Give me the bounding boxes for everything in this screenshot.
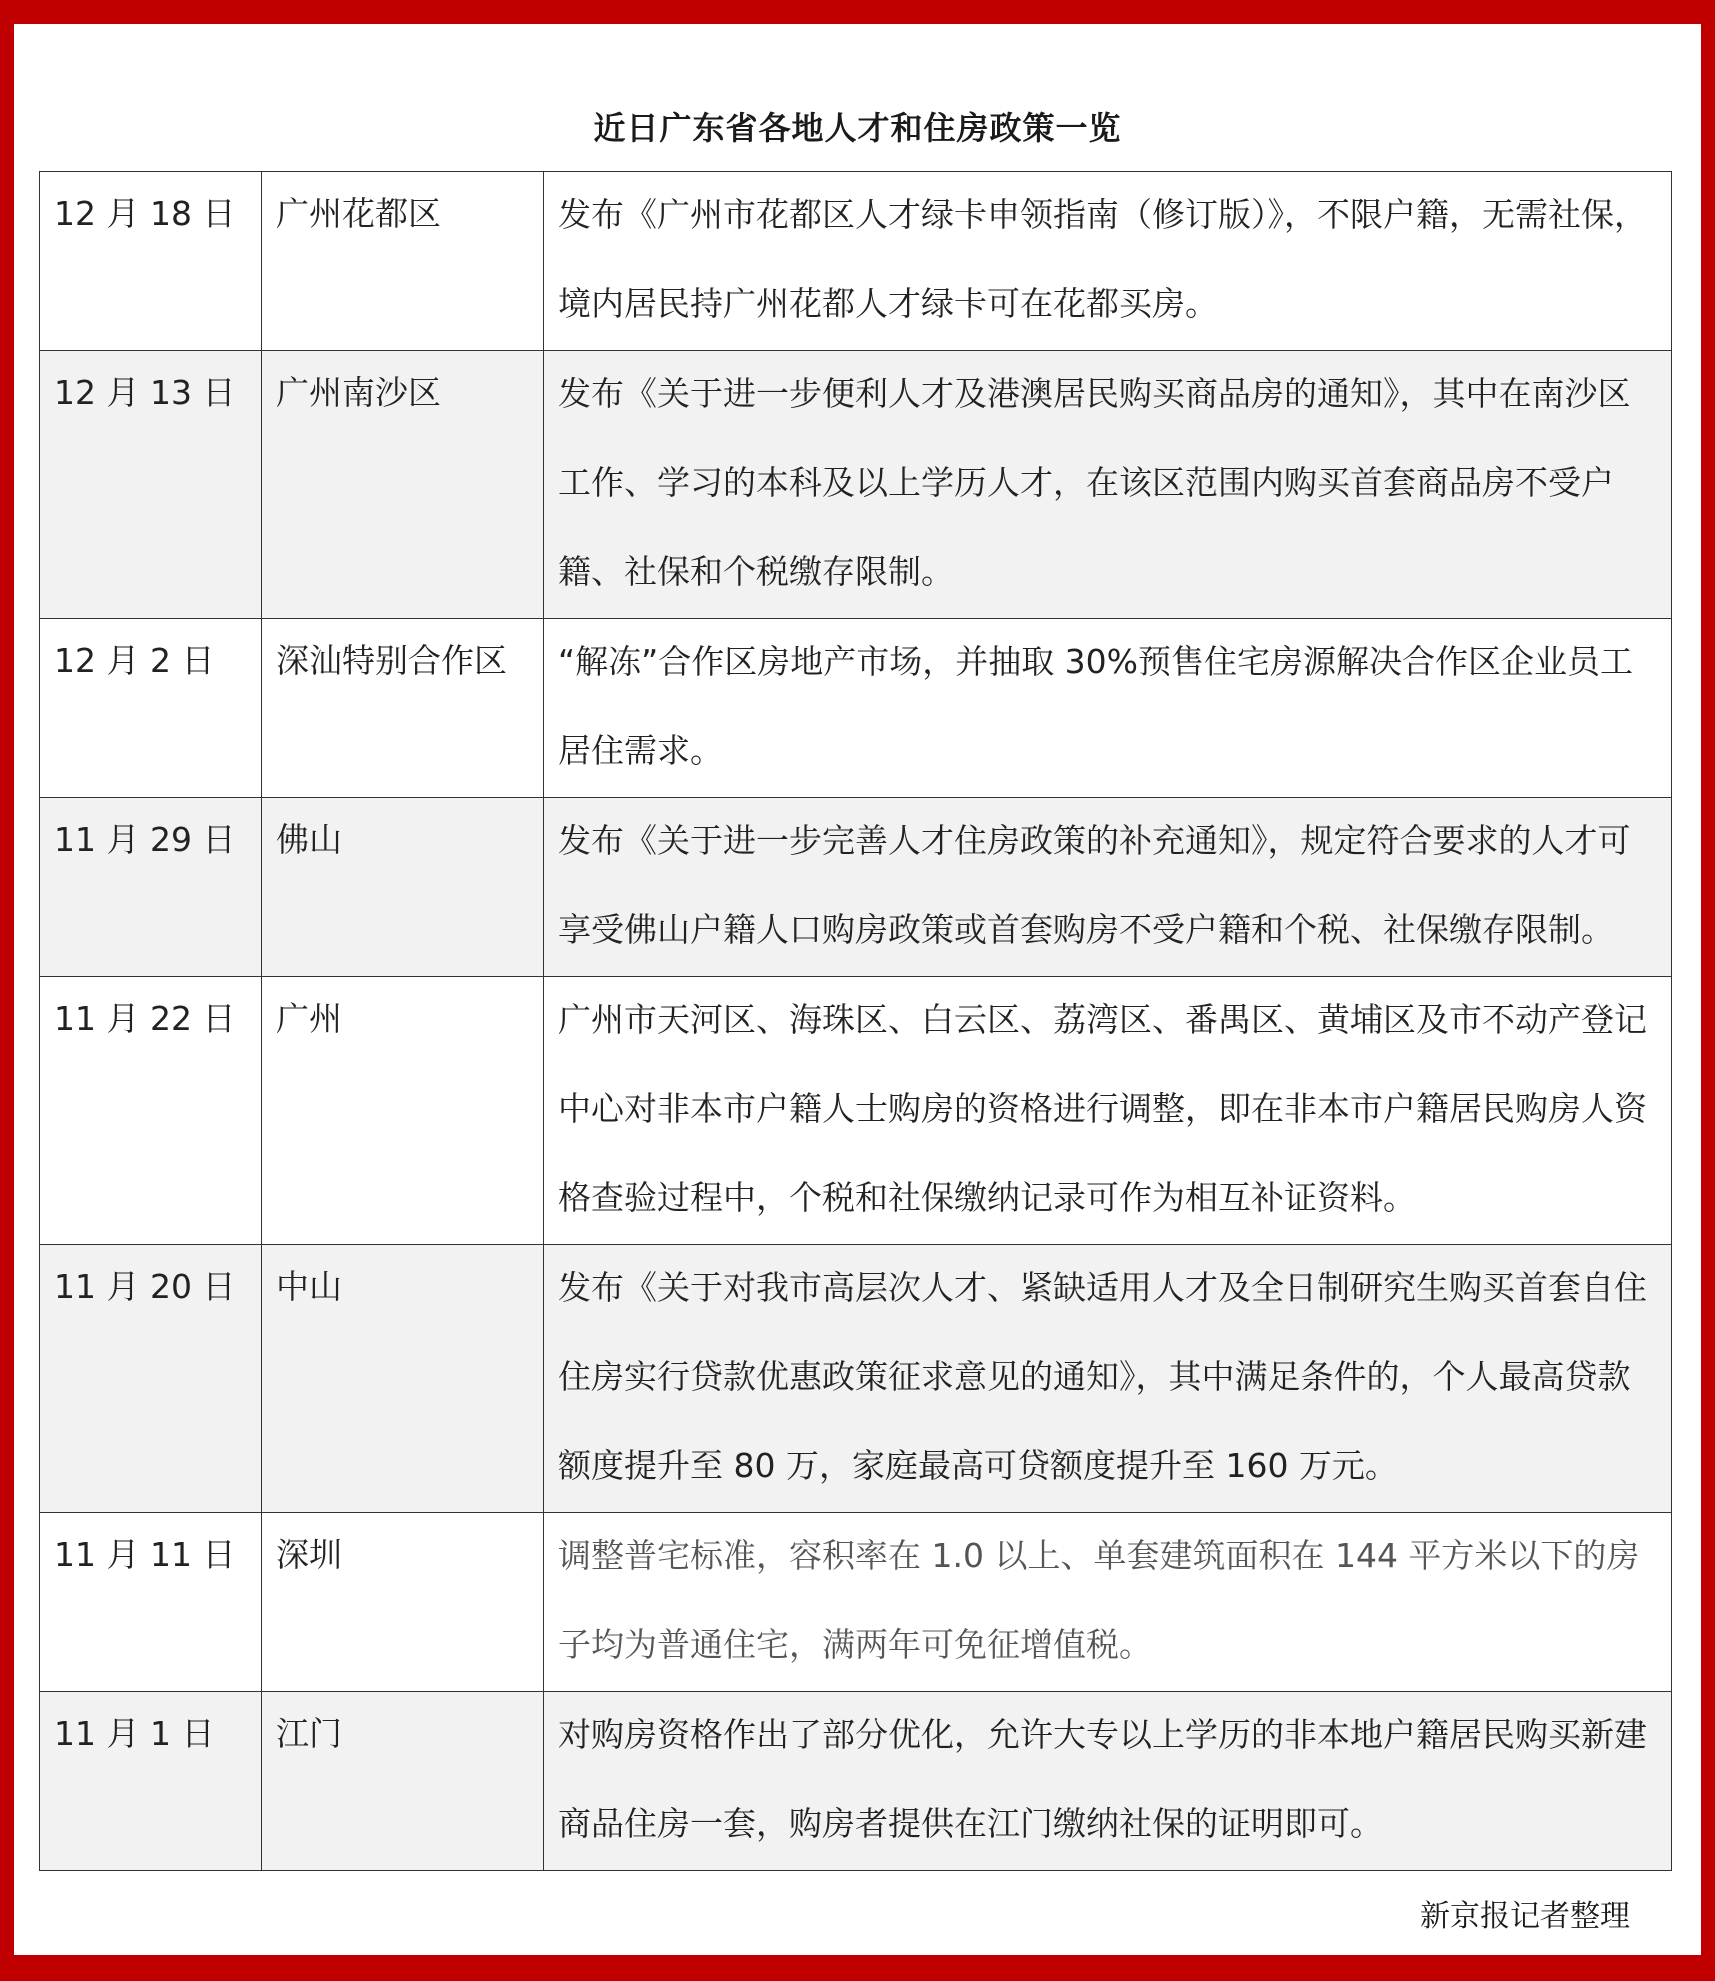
date-cell: [40, 798, 262, 977]
place-cell: [262, 351, 544, 619]
place-cell: [262, 977, 544, 1245]
place-text: 广州: [276, 999, 342, 1038]
desc-cell: [544, 1692, 1672, 1871]
date-cell: [40, 351, 262, 619]
desc-text: 发布《广州市花都区人才绿卡申领指南（修订版）》，不限户籍，无需社保，境内居民持广州花都人才绿卡可在花都买房。: [558, 195, 1647, 323]
place-text: 广州南沙区: [276, 373, 441, 412]
date-cell: [40, 1692, 262, 1871]
desc-cell: [544, 351, 1672, 619]
table-row: [40, 172, 1672, 351]
table-row: [40, 1513, 1672, 1692]
place-cell: [262, 798, 544, 977]
place-text: 佛山: [276, 820, 342, 859]
table-row: [40, 619, 1672, 798]
page-title: 近日广东省各地人才和住房政策一览: [593, 109, 1122, 147]
table-row: [40, 798, 1672, 977]
table-row: [40, 1245, 1672, 1513]
date-text: 12 月 13 日: [54, 373, 236, 412]
date-text: 11 月 22 日: [54, 999, 236, 1038]
desc-text: 广州市天河区、海珠区、白云区、荔湾区、番禺区、黄埔区及市不动产登记中心对非本市户籍人士购房的资格进行调整，即在非本市户籍居民购房人资格查验过程中，个税和社保缴纳记录可作为相互补证资料。: [558, 1000, 1647, 1217]
place-cell: [262, 172, 544, 351]
date-text: 12 月 18 日: [54, 194, 236, 233]
desc-cell: [544, 619, 1672, 798]
desc-cell: [544, 172, 1672, 351]
table-row: [40, 351, 1672, 619]
desc-cell: [544, 798, 1672, 977]
place-text: 深圳: [276, 1535, 342, 1574]
table-row: [40, 977, 1672, 1245]
desc-text: 发布《关于进一步完善人才住房政策的补充通知》，规定符合要求的人才可享受佛山户籍人口购房政策或首套购房不受户籍和个税、社保缴存限制。: [558, 821, 1631, 949]
date-text: 11 月 1 日: [54, 1714, 215, 1753]
place-text: 中山: [276, 1267, 342, 1306]
desc-text: 调整普宅标准，容积率在 1.0 以上、单套建筑面积在 144 平方米以下的房子均为普通住宅，满两年可免征增值税。: [558, 1536, 1640, 1664]
desc-text: 发布《关于对我市高层次人才、紧缺适用人才及全日制研究生购买首套自住住房实行贷款优惠政策征求意见的通知》，其中满足条件的，个人最高贷款额度提升至 80 万，家庭最高可贷额度提升至 160 万元。: [558, 1268, 1647, 1485]
policy-table: [39, 171, 1672, 1871]
desc-text: “解冻”合作区房地产市场，并抽取 30%预售住宅房源解决合作区企业员工居住需求。: [558, 642, 1634, 770]
place-text: 江门: [276, 1714, 342, 1753]
place-text: 广州花都区: [276, 194, 441, 233]
date-cell: [40, 619, 262, 798]
date-cell: [40, 172, 262, 351]
date-cell: [40, 1513, 262, 1692]
date-text: 11 月 11 日: [54, 1535, 236, 1574]
desc-cell: [544, 977, 1672, 1245]
date-text: 11 月 20 日: [54, 1267, 236, 1306]
place-cell: [262, 619, 544, 798]
desc-text: 发布《关于进一步便利人才及港澳居民购买商品房的通知》，其中在南沙区工作、学习的本科及以上学历人才，在该区范围内购买首套商品房不受户籍、社保和个税缴存限制。: [558, 374, 1631, 591]
source-credit: 新京报记者整理: [1420, 1899, 1630, 1934]
desc-text: 对购房资格作出了部分优化，允许大专以上学历的非本地户籍居民购买新建商品住房一套，购房者提供在江门缴纳社保的证明即可。: [558, 1715, 1647, 1843]
desc-cell: [544, 1245, 1672, 1513]
table-row: [40, 1692, 1672, 1871]
desc-cell: [544, 1513, 1672, 1692]
place-cell: [262, 1245, 544, 1513]
date-text: 12 月 2 日: [54, 641, 215, 680]
place-cell: [262, 1692, 544, 1871]
place-text: 深汕特别合作区: [276, 641, 507, 680]
date-cell: [40, 1245, 262, 1513]
place-cell: [262, 1513, 544, 1692]
date-cell: [40, 977, 262, 1245]
date-text: 11 月 29 日: [54, 820, 236, 859]
